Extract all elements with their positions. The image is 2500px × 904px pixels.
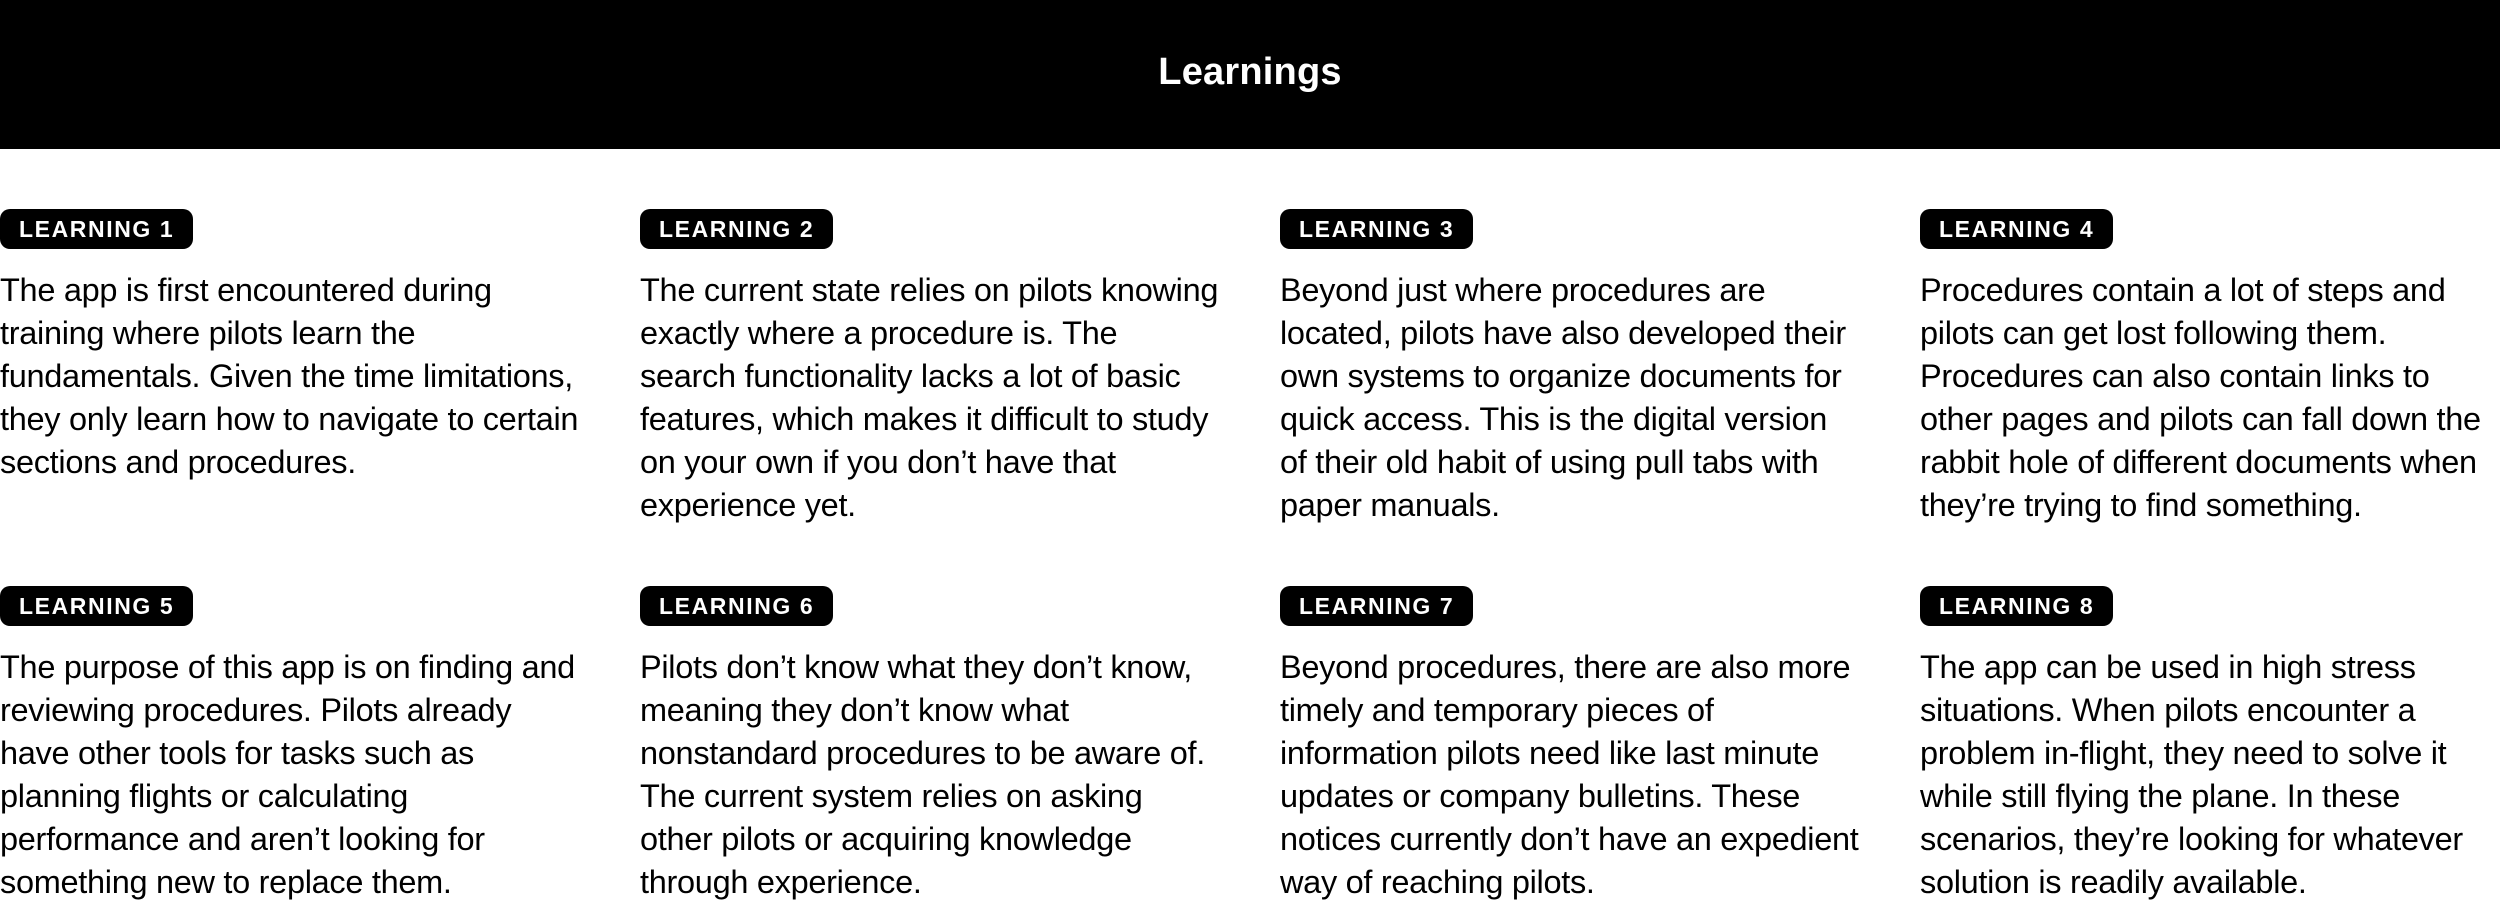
- learning-badge: LEARNING 2: [640, 209, 833, 249]
- learning-badge: LEARNING 1: [0, 209, 193, 249]
- learning-card-5: [0, 586, 580, 904]
- learning-badge: LEARNING 6: [640, 586, 833, 626]
- learning-text: The purpose of this app is on finding and reviewing procedures. Pilots already have other tools for tasks such as planning flights or calculating performance and aren’t looking for something new to replace them.: [0, 649, 575, 900]
- learning-text: Pilots don’t know what they don’t know, meaning they don’t know what nonstandard procedures to be aware of. The current system relies on asking other pilots or acquiring knowledge through experience.: [640, 649, 1205, 900]
- learning-card-3: [1280, 209, 1860, 527]
- learning-text: Beyond just where procedures are located, pilots have also developed their own systems to organize documents for quick access. This is the digital version of their old habit of using pull tabs with paper manuals.: [1280, 272, 1846, 523]
- learning-badge: LEARNING 7: [1280, 586, 1473, 626]
- learning-card-8: [1920, 586, 2500, 904]
- learning-text: The current state relies on pilots knowing exactly where a procedure is. The search functionality lacks a lot of basic features, which makes it difficult to study on your own if you don’t have that experience yet.: [640, 272, 1219, 523]
- learning-badge: LEARNING 3: [1280, 209, 1473, 249]
- learning-text: Beyond procedures, there are also more timely and temporary pieces of information pilots need like last minute updates or company bulletins. These notices currently don’t have an expedient way of reaching pilots.: [1280, 649, 1859, 900]
- page-title: Learnings: [1158, 51, 1342, 93]
- learning-card-7: [1280, 586, 1860, 904]
- learning-card-1: [0, 209, 580, 484]
- learning-badge: LEARNING 8: [1920, 586, 2113, 626]
- learning-badge: LEARNING 4: [1920, 209, 2113, 249]
- learning-card-6: [640, 586, 1220, 904]
- learning-text: The app can be used in high stress situations. When pilots encounter a problem in-flight, they need to solve it while still flying the plane. In these scenarios, they’re looking for whatever solution is readily available.: [1920, 649, 2463, 900]
- learning-badge: LEARNING 5: [0, 586, 193, 626]
- learning-card-2: [640, 209, 1220, 527]
- page-header: [0, 0, 2500, 149]
- learning-text: Procedures contain a lot of steps and pilots can get lost following them. Procedures can also contain links to other pages and pilots can fall down the rabbit hole of different documents when they’re trying to find something.: [1920, 272, 2481, 523]
- learning-text: The app is first encountered during training where pilots learn the fundamentals. Given the time limitations, they only learn how to navigate to certain sections and procedures.: [0, 272, 579, 480]
- learning-card-4: [1920, 209, 2500, 527]
